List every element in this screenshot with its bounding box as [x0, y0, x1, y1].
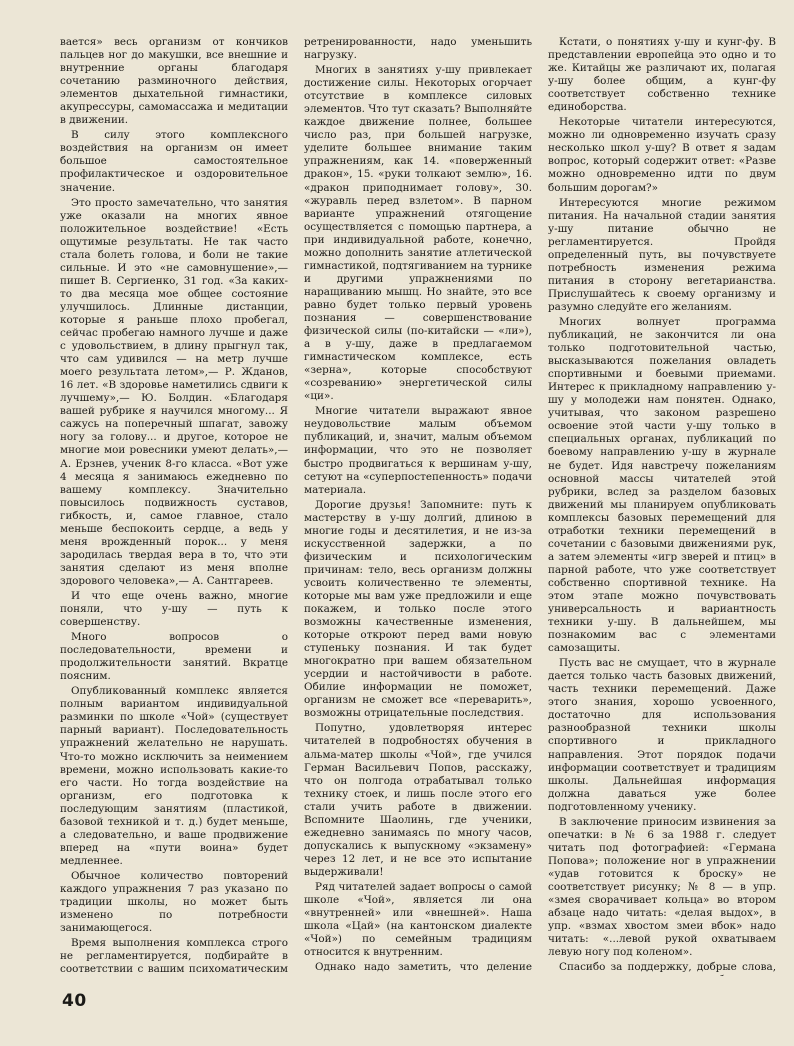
paragraph: Интересуются многие режимом питания. На начальной стадии занятия у-шу питание обычно не регламентируется. Пройдя определенный путь, вы почувствуете потребность изменения режима питания в сторону вегетарианства. Прислушайтесь к своему организму и разумно следуйте его желаниям.: [548, 196, 776, 313]
paragraph: И что еще очень важно, многие поняли, что у-шу — путь к совершенству.: [60, 589, 288, 629]
paragraph: Время выполнения комплекса строго не регламентируется, подбирайте в соответствии с вашим психоматическим: [60, 937, 288, 976]
paragraph: Дорогие друзья! Запомните: путь к мастерству в у-шу долгий, длиною в многие годы и десятилетия, и не из-за искусственной задержки, а по физическим и психологическим причинам: тело, весь организм должны усвоить количественно те элементы, которые мы вам уже предложили и еще покажем, и только после этого возможны качественные изменения, которые откроют перед вами новую ступеньку познания. И так будет многократно при вашем обязательном усердии и настойчивости в работе. Обилие информации не поможет, организм не сможет все «переварить», возможны отрицательные последствия.: [304, 498, 532, 720]
page-number: 40: [62, 991, 87, 1011]
paragraph: В заключение приносим извинения за опечатки: в № 6 за 1988 г. следует читать под фотографией: «Германа Попова»; положение ног в упражнении «удав готовится к броску» не соответствует рисунку; № 8 — в упр. «змея сворачивает кольца» во втором абзаце надо читать: «делая выдох», в упр. «взмах хвостом змеи вбок» надо читать: «...левой рукой охватываем левую ногу под коленом».: [548, 815, 776, 959]
column-middle: [304, 36, 532, 976]
paragraph: Многих волнует программа публикаций, не закончится ли она только подготовительной частью, высказываются пожелания овладеть спортивными и боевыми приемами. Интерес к прикладному направлению у-шу у молодежи нам понятен. Однако, учитывая, что законом разрешено освоение этой части у-шу только в специальных органах, публикаций по боевому направлению у-шу в журнале не будет. Идя навстречу пожеланиям основной массы читателей этой рубрики, вслед за разделом базовых движений мы планируем опубликовать комплексы базовых перемещений для отработки техники перемещений в сочетании с базовыми движениями рук, а затем элементы «игр зверей и птиц» в парной работе, что уже соответствует собственно спортивной технике. На этом этапе можно почувствовать универсальность и вариантность техники у-шу. В дальнейшем, мы познакомим вас с элементами самозащиты.: [548, 315, 776, 655]
paragraph: Обычное количество повторений каждого упражнения 7 раз указано по традиции школы, но может быть изменено по потребности занимающегося.: [60, 869, 288, 935]
column-right: [548, 36, 776, 976]
text-columns: [60, 36, 776, 976]
paragraph: Попутно, удовлетворяя интерес читателей в подробностях обучения в альма-матер школы «Чой», где учился Герман Васильевич Попов, расскажу, что он полгода отрабатывал только технику стоек, и лишь после этого его стали учить работе в движении. Вспомните Шаолинь, где ученики, ежедневно занимаясь по многу часов, допускались к выпускному «экзамену» через 12 лет, и не все это испытание выдерживали!: [304, 722, 532, 878]
paragraph: В силу этого комплексного воздействия на организм он имеет большое самостоятельное профилактическое и оздоровительное значение.: [60, 129, 288, 194]
column-left: [60, 36, 288, 976]
paragraph: Много вопросов о последовательности, времени и продолжительности занятий. Вкратце поясним.: [60, 631, 288, 683]
paragraph: Пусть вас не смущает, что в журнале дается только часть базовых движений, часть техники перемещений. Даже этого знания, хорошо усвоенного, достаточно для использования разнообразной техники школы спортивного и прикладного направления. Этот порядок подачи информации соответствует и традициям школы. Дальнейшая информация должна даваться уже более подготовленному ученику.: [548, 657, 776, 813]
paragraph: Некоторые читатели интересуются, можно ли одновременно изучать сразу несколько школ у-шу? В ответ я задам вопрос, который содержит ответ: «Разве можно одновременно идти по двум большим дорогам?»: [548, 116, 776, 194]
paragraph: Многие читатели выражают явное неудовольствие малым объемом публикаций, и, значит, малым объемом информации, что это не позволяет быстро продвигаться к вершинам у-шу, сетуют на «суперпостепенность» подачи материала.: [304, 405, 532, 496]
paragraph: Опубликованный комплекс является полным вариантом индивидуальной разминки по школе «Чой» (существует парный вариант). Последовательность упражнений желательно не нарушать. Что-то можно исключить за неимением времени, можно использовать какие-то его части. Но тогда воздействие на организм, его подготовка к последующим занятиям (пластикой, базовой техникой и т. д.) будет меньше, а следовательно, и ваше продвижение вперед на «пути воина» будет медленнее.: [60, 685, 288, 867]
paragraph: Кстати, о понятиях у-шу и кунг-фу. В представлении европейца это одно и то же. Китайцы же различают их, полагая у-шу более общим, а кунг-фу соответствует собственно технике единоборства.: [548, 36, 776, 114]
paragraph: Это просто замечательно, что занятия уже оказали на многих явное положительное воздействие! «Есть ощутимые результаты. Не так часто стала болеть голова, и боли не такие сильные. И это «не самовнушение»,— пишет В. Сергиенко, 31 год. «За каких-то два месяца мое общее состояние улучшилось. Длинные дистанции, которые я раньше плохо пробегал, сейчас пробегаю намного лучше и даже с удовольствием, в длину прыгнул так, что сам удивился — на метр лучше моего результата летом»,— Р. Жданов, 16 лет. «В здоровье наметились сдвиги к лучшему»,— Ю. Болдин. «Благодаря вашей рубрике я научился многому... Я сажусь на поперечный шпагат, завожу ногу за голову... и другое, которое не многие мои ровесники умеют делать»,— А. Ерзнев, ученик 8-го класса. «Вот уже 4 месяца я занимаюсь ежедневно по вашему комплексу. Значительно повысилось подвижность суставов, гибкость, и, самое главное, стало меньше беспокоить сердце, а ведь у меня врожденный порок... у меня зародилась твердая вера в то, что эти занятия сделают из меня вполне здорового человека»,— А. Сантгареев.: [60, 196, 288, 587]
paragraph: ретренированности, надо уменьшить нагрузку.: [304, 36, 532, 62]
paragraph: Спасибо за поддержку, добрые слова,: [559, 961, 776, 974]
paragraph: Ряд читателей задает вопросы о самой школе «Чой», является ли она «внутренней» или «внешней». Наша школа «Цай» (на кантонском диалекте «Чой») по семейным традициям относится к внутренним.: [304, 881, 532, 959]
paragraph: вается» весь организм от кончиков пальцев ног до макушки, все внешние и внутренние органы благодаря сочетанию разминочного действия, элементов дыхательной гимнастики, акупрессуры, самомассажа и медитации в движении.: [60, 36, 288, 127]
paragraph: Однако надо заметить, что деление: [315, 961, 532, 974]
paragraph: Многих в занятиях у-шу привлекает достижение силы. Некоторых огорчает отсутствие в комплексе силовых элементов. Что тут сказать? Выполняйте каждое движение полнее, большее число раз, при большей нагрузке, уделите большее внимание таким упражнениям, как 14. «поверженный дракон», 15. «руки толкают землю», 16. «дракон приподнимает голову», 30. «журавль перед взлетом». В парном варианте упражнений отягощение осуществляется с помощью партнера, а при индивидуальной работе, конечно, можно дополнить занятие атлетической гимнастикой, подтягиванием на турнике и другими упражнениями по наращиванию мышц. Но знайте, это все равно будет только первый уровень познания — совершенствование физической силы (по-китайски — «ли»), а в у-шу, даже в предлагаемом гимнастическом комплексе, есть «зерна», которые способствуют «созреванию» энергетической силы «ци».: [304, 64, 532, 403]
